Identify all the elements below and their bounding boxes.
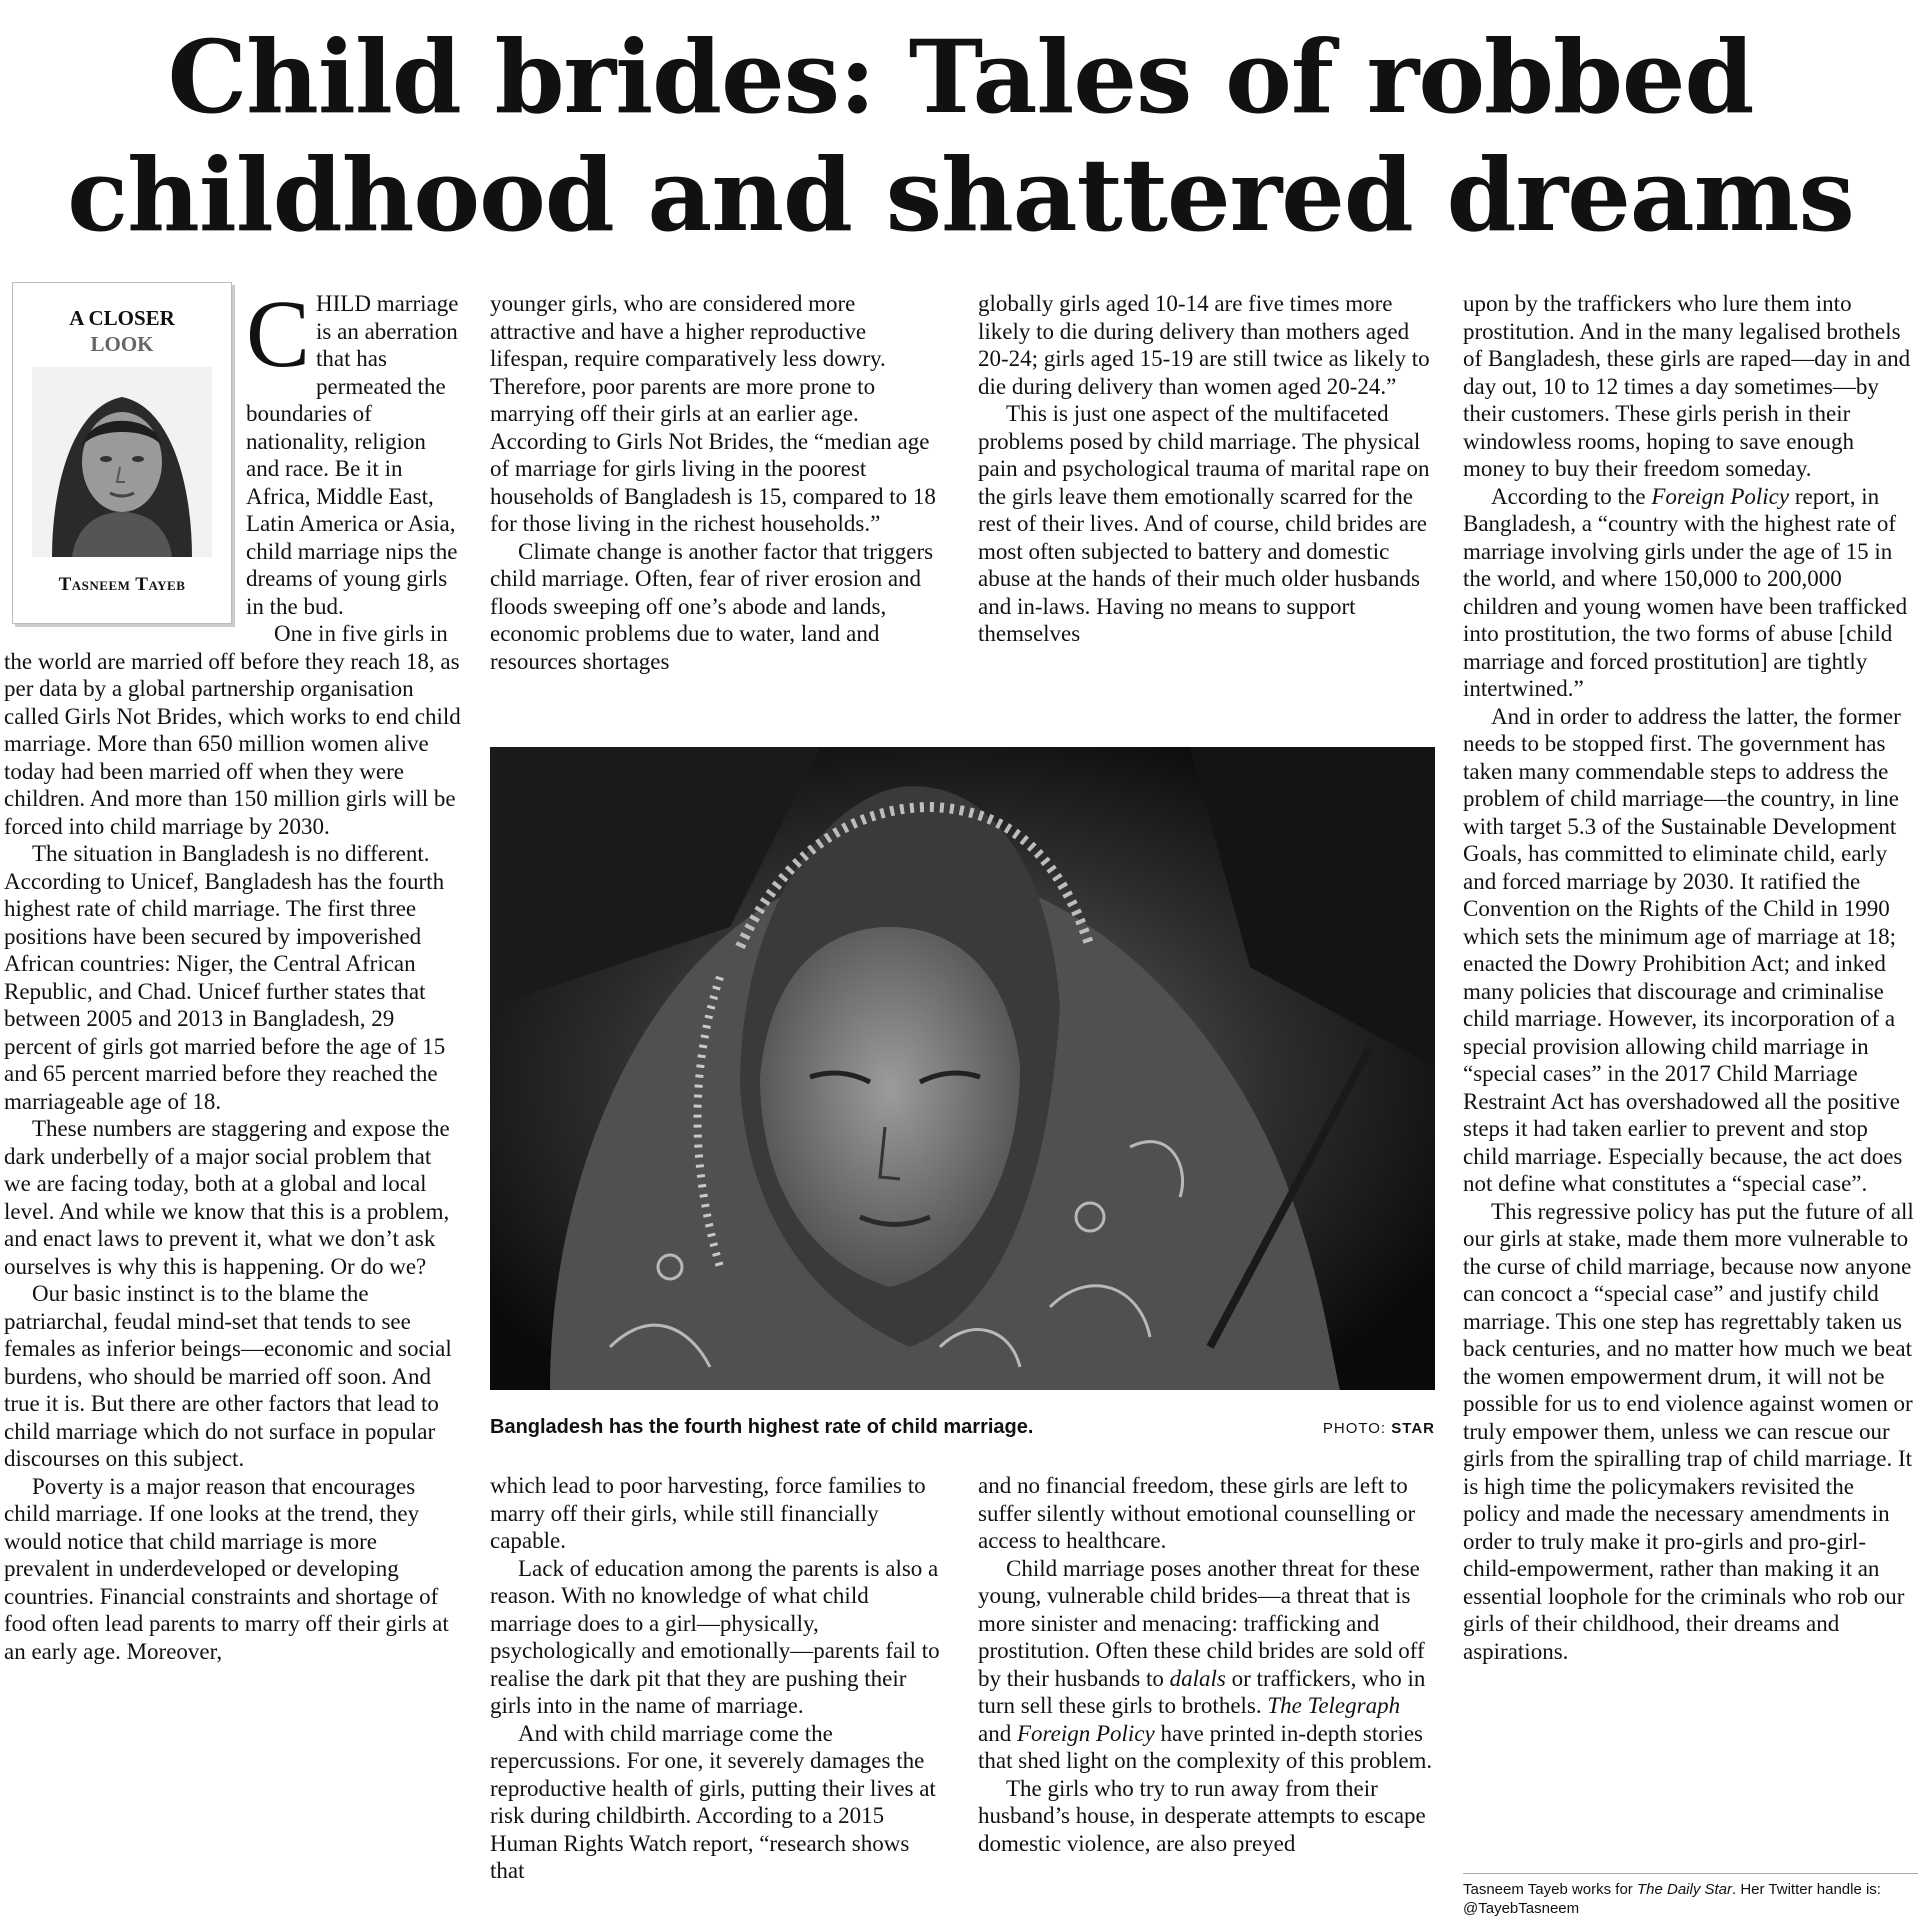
photo-caption: Bangladesh has the fourth highest rate of child marriage. (490, 1416, 1034, 1438)
paragraph (1463, 483, 1917, 703)
paragraph: and no financial freedom, these girls are left to suffer silently without emotional counselling or access to healthcare. (978, 1473, 1416, 1553)
author-name: Tasneem Tayeb (58, 574, 186, 595)
paragraph: Poverty is a major reason that encourages child marriage. If one looks at the trend, they would notice that child marriage is more prevalent in underdeveloped or developing countries. Financial constraints and shortage of food often lead parents to marry off their girls at an early age. Moreover, (4, 1473, 449, 1664)
paragraph: globally girls aged 10-14 are five times more likely to die during delivery than mothers aged 20-24; girls aged 15-19 are still twice as likely to die during delivery than women aged 20-24.” (978, 291, 1430, 399)
footer-divider (1463, 1873, 1918, 1874)
author-bio-text: Tasneem Tayeb works for (1463, 1881, 1637, 1898)
paragraph: This regressive policy has put the future of all our girls at stake, made them more vulnerable to the curse of child marriage, because now anyone can concoct a “special case” and justify child marriage. This one step has regrettably taken us back centuries, and no matter how much we beat the women empowerment drum, it will not be possible for us to end violence against women or truly empower them, unless we can rescue our girls from the spiralling trap of child marriage. It is high time the policymakers revisited the policy and made the necessary amendments in order to truly make it pro-girls and pro-girl-child-empowerment, rather than making it an essential loophole for the criminals who rob our girls of their childhood, their dreams and aspirations. (1463, 1198, 1914, 1664)
drop-cap: C (246, 280, 311, 387)
photo-caption-row (490, 1414, 1435, 1440)
article-column-2-top (490, 290, 945, 675)
columnist-box (12, 282, 232, 624)
italic-term: dalals (1169, 1665, 1226, 1691)
author-bio (1463, 1880, 1918, 1918)
paragraph-text: and (978, 1720, 1017, 1746)
paragraph: Lack of education among the parents is also a reason. With no knowledge of what child marriage does to a girl—physically, psychologically and emotionally—parents fail to realise the dark pit that they are pushing their girls into in the name of marriage. (490, 1555, 940, 1718)
paragraph: And with child marriage come the repercussions. For one, it severely damages the reproductive health of girls, putting their lives at risk during childbirth. According to a 2015 Human Rights Watch report, “research shows that (490, 1720, 936, 1883)
headline-line-2: childhood and shattered dreams (67, 136, 1854, 254)
paragraph: The situation in Bangladesh is no different. According to Unicef, Bangladesh has the fourth highest rate of child marriage. The first three positions have been secured by impoverished African countries: Niger, the Central African Republic, and Chad. Unicef further states that between 2005 and 2013 in Bangladesh, 29 percent of girls got married before the age of 15 and 65 percent married before they reached the marriageable age of 18. (4, 841, 446, 1114)
publication-name: The Telegraph (1267, 1693, 1401, 1718)
photo-credit-label: PHOTO: (1322, 1420, 1387, 1437)
paragraph: upon by the traffickers who lure them into prostitution. And in the many legalised brothels of Bangladesh, these girls are raped—day in and day out, 10 to 12 times a day sometimes—by their customers. These girls perish in their windowless rooms, hoping to save enough money to buy their freedom someday. (1463, 291, 1911, 481)
article-photo (490, 747, 1435, 1390)
publication-name: Foreign Policy (1016, 1720, 1155, 1746)
paragraph: Climate change is another factor that triggers child marriage. Often, fear of river erosion and floods sweeping off one’s abode and lands, economic problems due to water, land and resources shortages (490, 538, 934, 674)
paragraph (978, 1555, 1433, 1775)
author-portrait (32, 367, 212, 557)
headline-line-1: Child brides: Tales of robbed (167, 18, 1754, 136)
paragraph: Our basic instinct is to the blame the patriarchal, feudal mind-set that tends to see females as inferior beings—economic and social burdens, who should be married off soon. And true it is. But there are other factors that lead to child marriage which do not surface in popular discourses on this subject. (4, 1281, 452, 1471)
article-column-4 (1463, 290, 1917, 1665)
paragraph: The girls who try to run away from their husband’s house, in desperate attempts to escape domestic violence, are also preyed (978, 1775, 1426, 1856)
column-subtitle: LOOK (90, 332, 154, 356)
publication-name: Foreign Policy (1651, 483, 1790, 509)
paragraph-text: have printed in-depth stories that shed light on the complexity of this problem. (978, 1720, 1433, 1773)
paragraph: younger girls, who are considered more attractive and have a higher reproductive lifespan, require comparatively less dowry. Therefore, poor parents are more prone to marrying off their girls at an earlier age. According to Girls Not Brides, the “median age of marriage for girls living in the poorest households of Bangladesh is 15, compared to 18 for those living in the richest households.” (490, 291, 936, 536)
headline (0, 18, 1921, 254)
paragraph-text: According to the (1491, 483, 1652, 509)
paragraph: which lead to poor harvesting, force families to marry off their girls, while still financially capable. (490, 1473, 926, 1553)
paragraph-text: Child marriage poses another threat for these young, vulnerable child brides—a threat that is more sinister and menacing: trafficking and prostitution. Often these child brides are sold off by their husbands to (978, 1555, 1425, 1691)
paragraph: This is just one aspect of the multifaceted problems posed by child marriage. The physical pain and psychological trauma of marital rape on the girls leave them emotionally scarred for the rest of their lives. And of course, child brides are most often subjected to battery and domestic abuse at the hands of their much older husbands and in-laws. Having no means to support themselves (978, 401, 1430, 646)
paragraph: And in order to address the latter, the former needs to be stopped first. The government has taken many commendable steps to address the problem of child marriage—the country, in line with target 5.3 of the Sustainable Development Goals, has committed to eliminate child, early and forced marriage by 2030. It ratified the Convention on the Rights of the Child in 1990 which sets the minimum age of marriage at 18; enacted the Dowry Prohibition Act; and inked many policies that discourage and criminalise child marriage. However, its incorporation of a special provision allowing child marriage in “special cases” in the 2017 Child Marriage Restraint Act has overshadowed all the positive steps it had taken earlier to prevent and stop child marriage. Especially because, the act does not define what constitutes a “special case”. (1463, 703, 1903, 1196)
photo-credit (1323, 1416, 1435, 1442)
article-column-3-top (978, 290, 1433, 648)
paragraph-text: or traffickers, who in turn sell these girls to brothels. (978, 1665, 1426, 1718)
article-column-2-bottom (490, 1472, 945, 1885)
paragraph: One in five girls in the world are married off before they reach 18, as per data by a global partnership organisation called Girls Not Brides, which works to end child marriage. More than 650 million women alive today had been married off when they were children. And more than 150 million girls will be forced into child marriage by 2030. (4, 621, 461, 839)
column-title: A CLOSER (69, 306, 175, 330)
author-bio-text: . Her Twitter handle is: @TayebTasneem (1463, 1881, 1881, 1917)
paragraph: These numbers are staggering and expose the dark underbelly of a major social problem that we are facing today, both at a global and local level. And while we know that this is a problem, and enact laws to prevent it, what we don’t ask ourselves is why this is happening. Or do we? (4, 1116, 450, 1279)
paragraph-text: HILD marriage is an aberration that has permeated the boundaries of nationality, religion and race. Be it in Africa, Middle East, Latin America or Asia, child marriage nips the dreams of young girls in the bud. (246, 291, 459, 619)
article-column-1 (4, 280, 462, 1665)
photo-credit-source: STAR (1391, 1420, 1435, 1437)
article-column-3-bottom (978, 1472, 1433, 1857)
publication-name: The Daily Star (1636, 1881, 1733, 1898)
paragraph-text: report, in Bangladesh, a “country with the highest rate of marriage involving girls under the age of 15 in the world, and where 150,000 to 200,000 children and young women have been trafficked into prostitution, the two forms of abuse [child marriage and forced prostitution] are tightly intertwined.” (1463, 483, 1908, 701)
